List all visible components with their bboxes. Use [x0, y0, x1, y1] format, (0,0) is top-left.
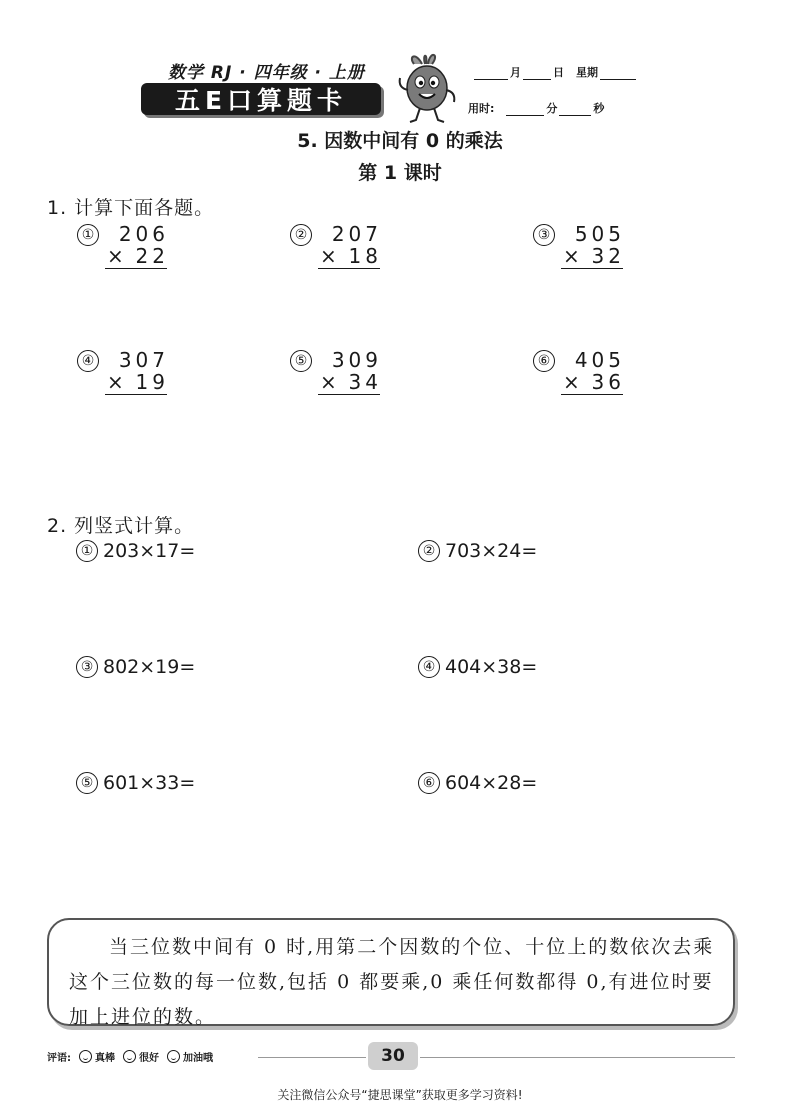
problem-number: ⑤ [76, 772, 98, 794]
lesson-title: 5. 因数中间有 0 的乘法 [297, 130, 503, 152]
month-blank[interactable] [474, 68, 508, 80]
problem-expression: 604×28= [445, 772, 538, 794]
multiplier: 32 [591, 244, 625, 268]
week-blank[interactable] [600, 68, 636, 80]
vertical-problem[interactable] [77, 224, 177, 280]
section1-title: 1. 计算下面各题。 [47, 197, 215, 219]
answer-line [318, 268, 380, 269]
problem-number: ① [76, 540, 98, 562]
answer-line [105, 394, 167, 395]
tip-box: 当三位数中间有 0 时,用第二个因数的个位、十位上的数依次去乘这个三位数的每一位数,包括 0 都要乘,0 乘任何数都得 0,有进位时要加上进位的数。 [47, 918, 735, 1026]
times-sign: × [563, 244, 580, 268]
horizontal-problem[interactable] [418, 772, 537, 794]
smiley-icon[interactable] [167, 1050, 180, 1063]
times-sign: × [563, 370, 580, 394]
times-sign: × [107, 244, 124, 268]
horizontal-problem[interactable] [76, 656, 195, 678]
multiplier: 36 [591, 370, 625, 394]
rating-option-3: 加油哦 [183, 1053, 213, 1064]
problem-expression: 203×17= [103, 540, 196, 562]
multiplicand: 309 [331, 348, 382, 372]
times-sign: × [107, 370, 124, 394]
day-label: 日 [553, 66, 564, 79]
problem-number: ① [77, 224, 99, 246]
title-banner [141, 83, 381, 115]
problem-expression: 404×38= [445, 656, 538, 678]
problem-number: ⑥ [418, 772, 440, 794]
multiplier: 34 [348, 370, 382, 394]
footer-note: 关注微信公众号“捷思课堂”获取更多学习资料! [277, 1088, 523, 1102]
mascot-icon [392, 50, 462, 126]
problem-number: ⑥ [533, 350, 555, 372]
horizontal-problem[interactable] [418, 656, 537, 678]
horizontal-problem[interactable] [76, 540, 195, 562]
rating-label: 评语: [47, 1053, 71, 1064]
problem-number: ② [418, 540, 440, 562]
times-sign: × [320, 370, 337, 394]
problem-number: ② [290, 224, 312, 246]
answer-line [318, 394, 380, 395]
lesson-subtitle: 第 1 课时 [358, 162, 442, 184]
footer-divider [258, 1057, 366, 1058]
problem-expression: 601×33= [103, 772, 196, 794]
problem-number: ③ [76, 656, 98, 678]
problem-number: ⑤ [290, 350, 312, 372]
section2-title: 2. 列竖式计算。 [47, 515, 195, 537]
week-label: 星期 [576, 66, 598, 79]
answer-line [561, 394, 623, 395]
multiplier: 22 [135, 244, 169, 268]
rating-bar [47, 1049, 213, 1064]
problem-number: ④ [77, 350, 99, 372]
vertical-problem[interactable] [290, 224, 390, 280]
rating-option-1: 真棒 [95, 1053, 115, 1064]
multiplicand: 207 [331, 222, 382, 246]
date-fields [474, 64, 636, 80]
footer-divider [420, 1057, 735, 1058]
minute-blank[interactable] [506, 104, 544, 116]
answer-line [105, 268, 167, 269]
problem-number: ④ [418, 656, 440, 678]
horizontal-problem[interactable] [76, 772, 195, 794]
problem-expression: 802×19= [103, 656, 196, 678]
page-number: 30 [368, 1042, 418, 1070]
second-blank[interactable] [559, 104, 591, 116]
time-fields [468, 100, 604, 116]
problem-number: ③ [533, 224, 555, 246]
multiplicand: 206 [118, 222, 169, 246]
multiplicand: 505 [574, 222, 625, 246]
time-label: 用时: [468, 102, 495, 115]
horizontal-problem[interactable] [418, 540, 537, 562]
multiplicand: 405 [574, 348, 625, 372]
multiplier: 19 [135, 370, 169, 394]
times-sign: × [320, 244, 337, 268]
subject-label: 数学 RJ · 四年级 · 上册 [168, 63, 365, 83]
vertical-problem[interactable] [533, 350, 633, 406]
answer-line [561, 268, 623, 269]
vertical-problem[interactable] [77, 350, 177, 406]
multiplier: 18 [348, 244, 382, 268]
banner-text: 五E口算题卡 [174, 86, 348, 115]
month-label: 月 [510, 66, 521, 79]
smiley-icon[interactable] [123, 1050, 136, 1063]
smiley-icon[interactable] [79, 1050, 92, 1063]
vertical-problem[interactable] [533, 224, 633, 280]
problem-expression: 703×24= [445, 540, 538, 562]
vertical-problem[interactable] [290, 350, 390, 406]
multiplicand: 307 [118, 348, 169, 372]
minute-label: 分 [546, 102, 558, 115]
day-blank[interactable] [523, 68, 551, 80]
rating-option-2: 很好 [139, 1053, 159, 1064]
second-label: 秒 [593, 102, 605, 115]
